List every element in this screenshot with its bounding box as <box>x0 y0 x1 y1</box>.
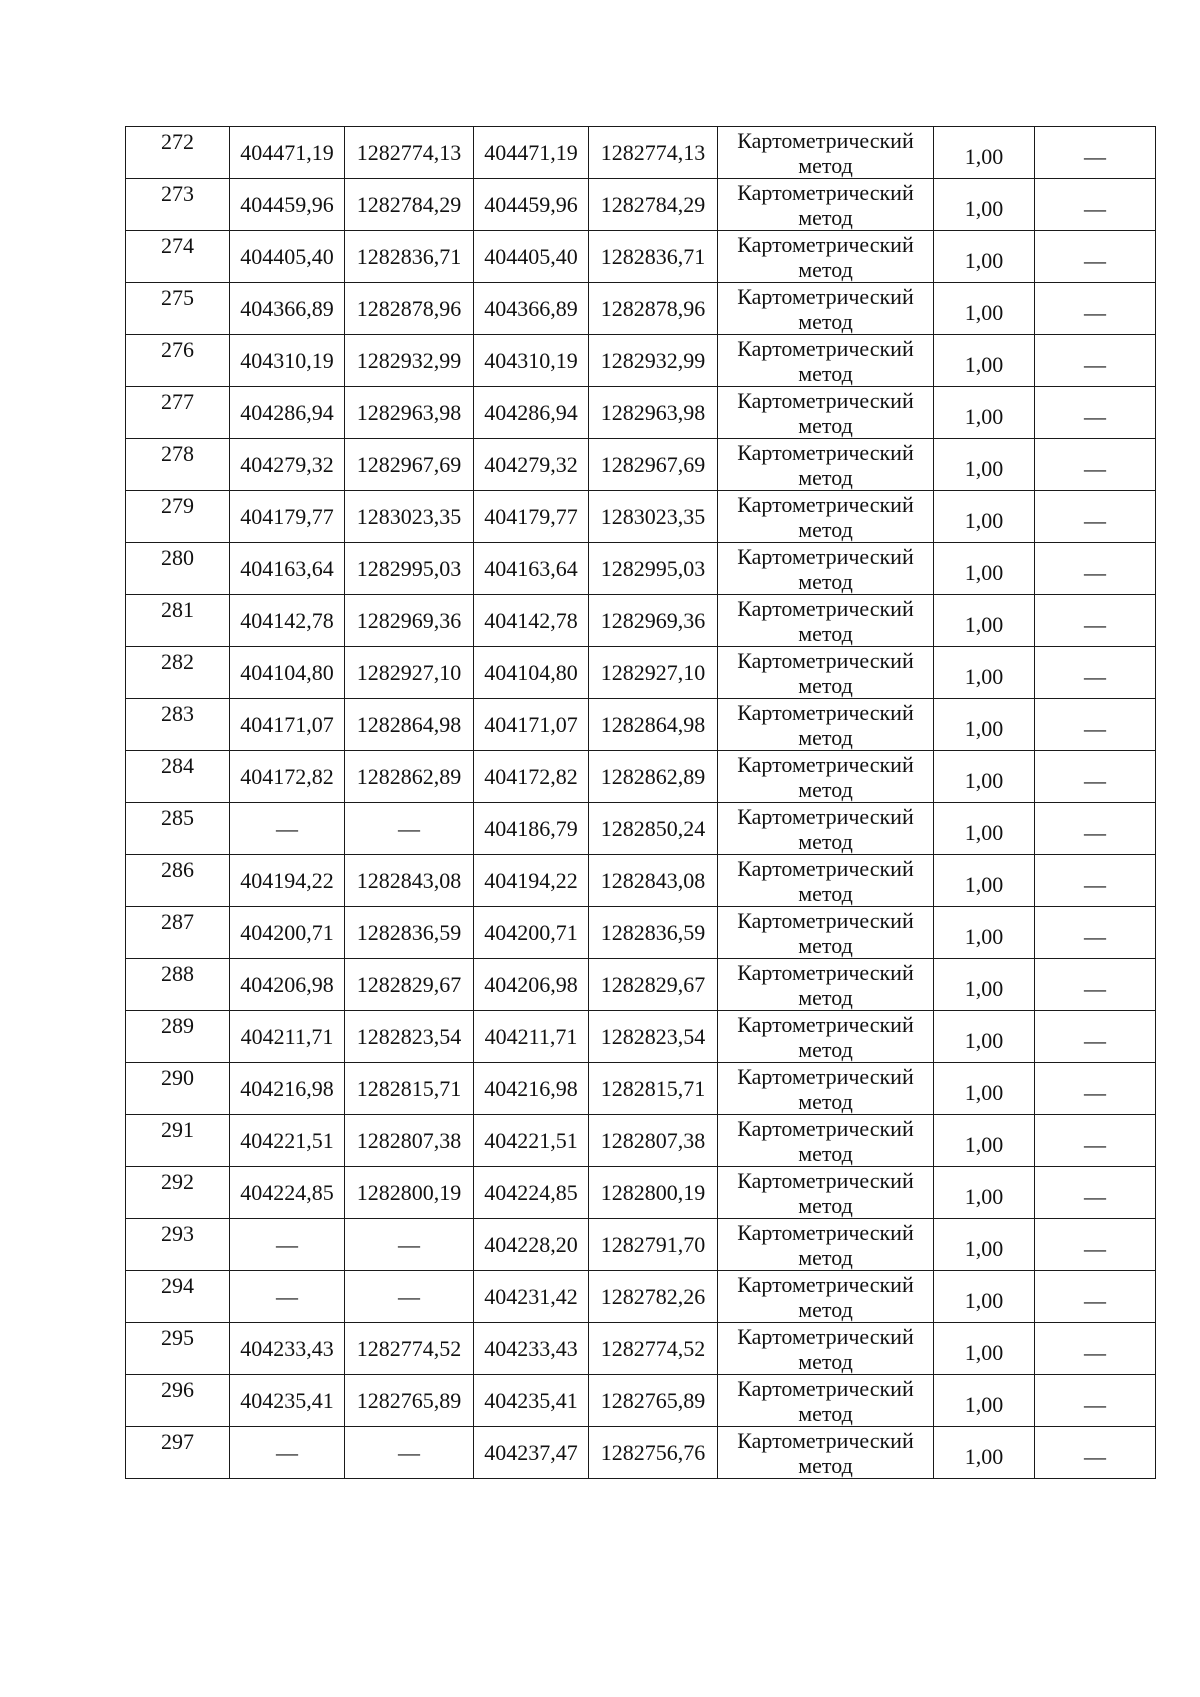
method-cell <box>718 803 934 855</box>
point-number-cell: 280 <box>126 543 230 595</box>
method-line-1: Картометрический <box>737 1324 914 1349</box>
refined-y-cell: 1282862,89 <box>589 751 718 803</box>
refined-y-cell: 1282829,67 <box>589 959 718 1011</box>
refined-x-cell: 404471,19 <box>474 127 589 179</box>
point-number-cell: 290 <box>126 1063 230 1115</box>
refined-y-cell: 1282932,99 <box>589 335 718 387</box>
description-cell: — <box>1035 1427 1156 1479</box>
existing-x-cell: 404104,80 <box>230 647 345 699</box>
method-line-2: метод <box>798 1089 853 1114</box>
refined-x-cell: 404224,85 <box>474 1167 589 1219</box>
existing-x-cell: — <box>230 803 345 855</box>
method-line-1: Картометрический <box>737 492 914 517</box>
existing-y-cell: — <box>345 1219 474 1271</box>
table-body <box>126 127 1156 1479</box>
refined-y-cell: 1282782,26 <box>589 1271 718 1323</box>
point-number-cell: 287 <box>126 907 230 959</box>
accuracy-cell: 1,00 <box>934 1323 1035 1375</box>
description-cell: — <box>1035 439 1156 491</box>
method-line-1: Картометрический <box>737 804 914 829</box>
existing-y-cell: 1282765,89 <box>345 1375 474 1427</box>
existing-y-cell: 1282807,38 <box>345 1115 474 1167</box>
accuracy-cell: 1,00 <box>934 127 1035 179</box>
description-cell: — <box>1035 699 1156 751</box>
point-number-cell: 294 <box>126 1271 230 1323</box>
description-cell: — <box>1035 647 1156 699</box>
method-cell <box>718 1011 934 1063</box>
description-cell: — <box>1035 855 1156 907</box>
method-line-1: Картометрический <box>737 960 914 985</box>
refined-y-cell: 1282969,36 <box>589 595 718 647</box>
accuracy-cell: 1,00 <box>934 751 1035 803</box>
description-cell: — <box>1035 959 1156 1011</box>
description-cell: — <box>1035 1011 1156 1063</box>
refined-x-cell: 404228,20 <box>474 1219 589 1271</box>
point-number-cell: 278 <box>126 439 230 491</box>
method-line-2: метод <box>798 1401 853 1426</box>
existing-y-cell: 1283023,35 <box>345 491 474 543</box>
accuracy-cell: 1,00 <box>934 1427 1035 1479</box>
description-cell: — <box>1035 1323 1156 1375</box>
existing-y-cell: — <box>345 803 474 855</box>
method-line-2: метод <box>798 361 853 386</box>
method-cell <box>718 335 934 387</box>
description-cell: — <box>1035 803 1156 855</box>
method-line-2: метод <box>798 413 853 438</box>
existing-x-cell: 404279,32 <box>230 439 345 491</box>
refined-y-cell: 1282878,96 <box>589 283 718 335</box>
refined-x-cell: 404163,64 <box>474 543 589 595</box>
method-cell <box>718 283 934 335</box>
table-row <box>126 1427 1156 1479</box>
accuracy-cell: 1,00 <box>934 855 1035 907</box>
refined-y-cell: 1282843,08 <box>589 855 718 907</box>
description-cell: — <box>1035 231 1156 283</box>
existing-y-cell: — <box>345 1427 474 1479</box>
existing-x-cell: 404206,98 <box>230 959 345 1011</box>
existing-x-cell: 404459,96 <box>230 179 345 231</box>
table-row <box>126 1167 1156 1219</box>
refined-x-cell: 404142,78 <box>474 595 589 647</box>
method-line-1: Картометрический <box>737 752 914 777</box>
existing-y-cell: 1282932,99 <box>345 335 474 387</box>
method-cell <box>718 491 934 543</box>
accuracy-cell: 1,00 <box>934 543 1035 595</box>
method-cell <box>718 647 934 699</box>
method-cell <box>718 855 934 907</box>
method-line-1: Картометрический <box>737 284 914 309</box>
method-cell <box>718 1063 934 1115</box>
point-number-cell: 297 <box>126 1427 230 1479</box>
refined-y-cell: 1282791,70 <box>589 1219 718 1271</box>
accuracy-cell: 1,00 <box>934 283 1035 335</box>
method-line-2: метод <box>798 1297 853 1322</box>
description-cell: — <box>1035 1271 1156 1323</box>
point-number-cell: 276 <box>126 335 230 387</box>
description-cell: — <box>1035 179 1156 231</box>
method-line-1: Картометрический <box>737 1168 914 1193</box>
refined-x-cell: 404221,51 <box>474 1115 589 1167</box>
method-line-2: метод <box>798 309 853 334</box>
refined-y-cell: 1282756,76 <box>589 1427 718 1479</box>
refined-y-cell: 1282815,71 <box>589 1063 718 1115</box>
method-line-2: метод <box>798 933 853 958</box>
table-row <box>126 283 1156 335</box>
table-row <box>126 855 1156 907</box>
accuracy-cell: 1,00 <box>934 1115 1035 1167</box>
point-number-cell: 281 <box>126 595 230 647</box>
existing-y-cell: 1282995,03 <box>345 543 474 595</box>
method-line-1: Картометрический <box>737 440 914 465</box>
table-row <box>126 387 1156 439</box>
method-line-2: метод <box>798 985 853 1010</box>
refined-x-cell: 404216,98 <box>474 1063 589 1115</box>
existing-x-cell: 404235,41 <box>230 1375 345 1427</box>
existing-y-cell: 1282774,52 <box>345 1323 474 1375</box>
existing-y-cell: 1282823,54 <box>345 1011 474 1063</box>
method-cell <box>718 179 934 231</box>
existing-y-cell: 1282815,71 <box>345 1063 474 1115</box>
refined-x-cell: 404279,32 <box>474 439 589 491</box>
method-line-1: Картометрический <box>737 648 914 673</box>
table-row <box>126 1063 1156 1115</box>
method-line-2: метод <box>798 1037 853 1062</box>
table-row <box>126 1375 1156 1427</box>
description-cell: — <box>1035 1375 1156 1427</box>
accuracy-cell: 1,00 <box>934 1271 1035 1323</box>
method-cell <box>718 907 934 959</box>
accuracy-cell: 1,00 <box>934 231 1035 283</box>
refined-x-cell: 404237,47 <box>474 1427 589 1479</box>
method-line-2: метод <box>798 1141 853 1166</box>
method-cell <box>718 1323 934 1375</box>
description-cell: — <box>1035 283 1156 335</box>
point-number-cell: 284 <box>126 751 230 803</box>
refined-x-cell: 404459,96 <box>474 179 589 231</box>
method-cell <box>718 1427 934 1479</box>
point-number-cell: 293 <box>126 1219 230 1271</box>
existing-y-cell: 1282963,98 <box>345 387 474 439</box>
table-row <box>126 699 1156 751</box>
method-line-2: метод <box>798 777 853 802</box>
table-row <box>126 439 1156 491</box>
refined-y-cell: 1282927,10 <box>589 647 718 699</box>
existing-y-cell: 1282836,59 <box>345 907 474 959</box>
refined-x-cell: 404366,89 <box>474 283 589 335</box>
accuracy-cell: 1,00 <box>934 335 1035 387</box>
method-line-1: Картометрический <box>737 128 914 153</box>
method-cell <box>718 1115 934 1167</box>
existing-x-cell: 404405,40 <box>230 231 345 283</box>
point-number-cell: 295 <box>126 1323 230 1375</box>
refined-y-cell: 1282995,03 <box>589 543 718 595</box>
description-cell: — <box>1035 335 1156 387</box>
refined-y-cell: 1282967,69 <box>589 439 718 491</box>
accuracy-cell: 1,00 <box>934 699 1035 751</box>
accuracy-cell: 1,00 <box>934 1063 1035 1115</box>
existing-x-cell: 404366,89 <box>230 283 345 335</box>
method-line-1: Картометрический <box>737 544 914 569</box>
accuracy-cell: 1,00 <box>934 803 1035 855</box>
method-line-2: метод <box>798 1453 853 1478</box>
refined-y-cell: 1282800,19 <box>589 1167 718 1219</box>
method-line-1: Картометрический <box>737 856 914 881</box>
method-line-2: метод <box>798 517 853 542</box>
table-row <box>126 127 1156 179</box>
point-number-cell: 273 <box>126 179 230 231</box>
description-cell: — <box>1035 907 1156 959</box>
refined-y-cell: 1282836,71 <box>589 231 718 283</box>
accuracy-cell: 1,00 <box>934 1375 1035 1427</box>
existing-x-cell: 404194,22 <box>230 855 345 907</box>
accuracy-cell: 1,00 <box>934 907 1035 959</box>
existing-x-cell: 404211,71 <box>230 1011 345 1063</box>
table-row <box>126 751 1156 803</box>
table-row <box>126 803 1156 855</box>
description-cell: — <box>1035 595 1156 647</box>
existing-y-cell: 1282969,36 <box>345 595 474 647</box>
table-row <box>126 1011 1156 1063</box>
existing-y-cell: 1282784,29 <box>345 179 474 231</box>
method-cell <box>718 959 934 1011</box>
point-number-cell: 288 <box>126 959 230 1011</box>
method-line-1: Картометрический <box>737 180 914 205</box>
point-number-cell: 283 <box>126 699 230 751</box>
point-number-cell: 296 <box>126 1375 230 1427</box>
method-line-2: метод <box>798 881 853 906</box>
refined-x-cell: 404206,98 <box>474 959 589 1011</box>
method-line-2: метод <box>798 725 853 750</box>
method-cell <box>718 543 934 595</box>
existing-x-cell: — <box>230 1219 345 1271</box>
refined-y-cell: 1283023,35 <box>589 491 718 543</box>
method-line-1: Картометрический <box>737 1428 914 1453</box>
table-row <box>126 1219 1156 1271</box>
refined-y-cell: 1282784,29 <box>589 179 718 231</box>
method-line-1: Картометрический <box>737 1376 914 1401</box>
refined-y-cell: 1282836,59 <box>589 907 718 959</box>
point-number-cell: 279 <box>126 491 230 543</box>
existing-x-cell: 404286,94 <box>230 387 345 439</box>
method-cell <box>718 699 934 751</box>
existing-y-cell: — <box>345 1271 474 1323</box>
refined-x-cell: 404186,79 <box>474 803 589 855</box>
refined-y-cell: 1282765,89 <box>589 1375 718 1427</box>
method-cell <box>718 1271 934 1323</box>
accuracy-cell: 1,00 <box>934 1219 1035 1271</box>
method-line-1: Картометрический <box>737 596 914 621</box>
existing-x-cell: 404471,19 <box>230 127 345 179</box>
description-cell: — <box>1035 1167 1156 1219</box>
point-number-cell: 285 <box>126 803 230 855</box>
point-number-cell: 289 <box>126 1011 230 1063</box>
coordinates-table <box>125 126 1156 1479</box>
method-cell <box>718 595 934 647</box>
description-cell: — <box>1035 543 1156 595</box>
existing-x-cell: 404171,07 <box>230 699 345 751</box>
table-row <box>126 491 1156 543</box>
accuracy-cell: 1,00 <box>934 595 1035 647</box>
existing-x-cell: 404172,82 <box>230 751 345 803</box>
refined-x-cell: 404310,19 <box>474 335 589 387</box>
method-cell <box>718 439 934 491</box>
existing-x-cell: — <box>230 1427 345 1479</box>
table-row <box>126 1323 1156 1375</box>
existing-x-cell: 404310,19 <box>230 335 345 387</box>
method-line-2: метод <box>798 673 853 698</box>
refined-y-cell: 1282850,24 <box>589 803 718 855</box>
description-cell: — <box>1035 387 1156 439</box>
accuracy-cell: 1,00 <box>934 959 1035 1011</box>
method-line-1: Картометрический <box>737 232 914 257</box>
existing-x-cell: 404221,51 <box>230 1115 345 1167</box>
table-row <box>126 179 1156 231</box>
existing-y-cell: 1282774,13 <box>345 127 474 179</box>
existing-y-cell: 1282862,89 <box>345 751 474 803</box>
refined-x-cell: 404104,80 <box>474 647 589 699</box>
method-cell <box>718 1167 934 1219</box>
existing-y-cell: 1282864,98 <box>345 699 474 751</box>
method-line-1: Картометрический <box>737 700 914 725</box>
method-line-2: метод <box>798 569 853 594</box>
existing-y-cell: 1282843,08 <box>345 855 474 907</box>
existing-x-cell: 404216,98 <box>230 1063 345 1115</box>
method-cell <box>718 387 934 439</box>
existing-y-cell: 1282800,19 <box>345 1167 474 1219</box>
description-cell: — <box>1035 1115 1156 1167</box>
table-row <box>126 647 1156 699</box>
table-row <box>126 335 1156 387</box>
point-number-cell: 291 <box>126 1115 230 1167</box>
method-line-1: Картометрический <box>737 336 914 361</box>
accuracy-cell: 1,00 <box>934 439 1035 491</box>
existing-y-cell: 1282878,96 <box>345 283 474 335</box>
accuracy-cell: 1,00 <box>934 1167 1035 1219</box>
method-line-1: Картометрический <box>737 1272 914 1297</box>
method-line-1: Картометрический <box>737 1012 914 1037</box>
description-cell: — <box>1035 1063 1156 1115</box>
refined-x-cell: 404211,71 <box>474 1011 589 1063</box>
description-cell: — <box>1035 491 1156 543</box>
existing-x-cell: — <box>230 1271 345 1323</box>
method-line-1: Картометрический <box>737 908 914 933</box>
table-row <box>126 959 1156 1011</box>
method-line-2: метод <box>798 1349 853 1374</box>
refined-x-cell: 404194,22 <box>474 855 589 907</box>
point-number-cell: 277 <box>126 387 230 439</box>
refined-x-cell: 404179,77 <box>474 491 589 543</box>
existing-y-cell: 1282829,67 <box>345 959 474 1011</box>
method-line-2: метод <box>798 1193 853 1218</box>
existing-x-cell: 404179,77 <box>230 491 345 543</box>
method-line-2: метод <box>798 257 853 282</box>
existing-x-cell: 404142,78 <box>230 595 345 647</box>
method-line-1: Картометрический <box>737 1064 914 1089</box>
refined-y-cell: 1282774,52 <box>589 1323 718 1375</box>
refined-x-cell: 404286,94 <box>474 387 589 439</box>
refined-x-cell: 404171,07 <box>474 699 589 751</box>
method-line-1: Картометрический <box>737 388 914 413</box>
method-line-2: метод <box>798 621 853 646</box>
refined-x-cell: 404231,42 <box>474 1271 589 1323</box>
point-number-cell: 274 <box>126 231 230 283</box>
point-number-cell: 282 <box>126 647 230 699</box>
accuracy-cell: 1,00 <box>934 387 1035 439</box>
table-row <box>126 231 1156 283</box>
method-cell <box>718 231 934 283</box>
method-line-2: метод <box>798 465 853 490</box>
method-line-2: метод <box>798 205 853 230</box>
method-cell <box>718 1219 934 1271</box>
accuracy-cell: 1,00 <box>934 179 1035 231</box>
point-number-cell: 286 <box>126 855 230 907</box>
method-line-2: метод <box>798 829 853 854</box>
method-line-1: Картометрический <box>737 1116 914 1141</box>
refined-y-cell: 1282864,98 <box>589 699 718 751</box>
table-row <box>126 1115 1156 1167</box>
table-row <box>126 907 1156 959</box>
accuracy-cell: 1,00 <box>934 647 1035 699</box>
refined-y-cell: 1282774,13 <box>589 127 718 179</box>
refined-y-cell: 1282963,98 <box>589 387 718 439</box>
existing-y-cell: 1282967,69 <box>345 439 474 491</box>
refined-x-cell: 404172,82 <box>474 751 589 803</box>
table-row <box>126 543 1156 595</box>
method-cell <box>718 127 934 179</box>
existing-x-cell: 404224,85 <box>230 1167 345 1219</box>
table-row <box>126 595 1156 647</box>
point-number-cell: 272 <box>126 127 230 179</box>
refined-y-cell: 1282823,54 <box>589 1011 718 1063</box>
existing-x-cell: 404200,71 <box>230 907 345 959</box>
method-cell <box>718 751 934 803</box>
refined-y-cell: 1282807,38 <box>589 1115 718 1167</box>
description-cell: — <box>1035 751 1156 803</box>
method-line-2: метод <box>798 1245 853 1270</box>
point-number-cell: 292 <box>126 1167 230 1219</box>
existing-y-cell: 1282927,10 <box>345 647 474 699</box>
existing-x-cell: 404163,64 <box>230 543 345 595</box>
method-cell <box>718 1375 934 1427</box>
accuracy-cell: 1,00 <box>934 491 1035 543</box>
refined-x-cell: 404235,41 <box>474 1375 589 1427</box>
point-number-cell: 275 <box>126 283 230 335</box>
refined-x-cell: 404405,40 <box>474 231 589 283</box>
existing-y-cell: 1282836,71 <box>345 231 474 283</box>
refined-x-cell: 404200,71 <box>474 907 589 959</box>
method-line-1: Картометрический <box>737 1220 914 1245</box>
refined-x-cell: 404233,43 <box>474 1323 589 1375</box>
existing-x-cell: 404233,43 <box>230 1323 345 1375</box>
description-cell: — <box>1035 1219 1156 1271</box>
table-row <box>126 1271 1156 1323</box>
accuracy-cell: 1,00 <box>934 1011 1035 1063</box>
method-line-2: метод <box>798 153 853 178</box>
description-cell: — <box>1035 127 1156 179</box>
